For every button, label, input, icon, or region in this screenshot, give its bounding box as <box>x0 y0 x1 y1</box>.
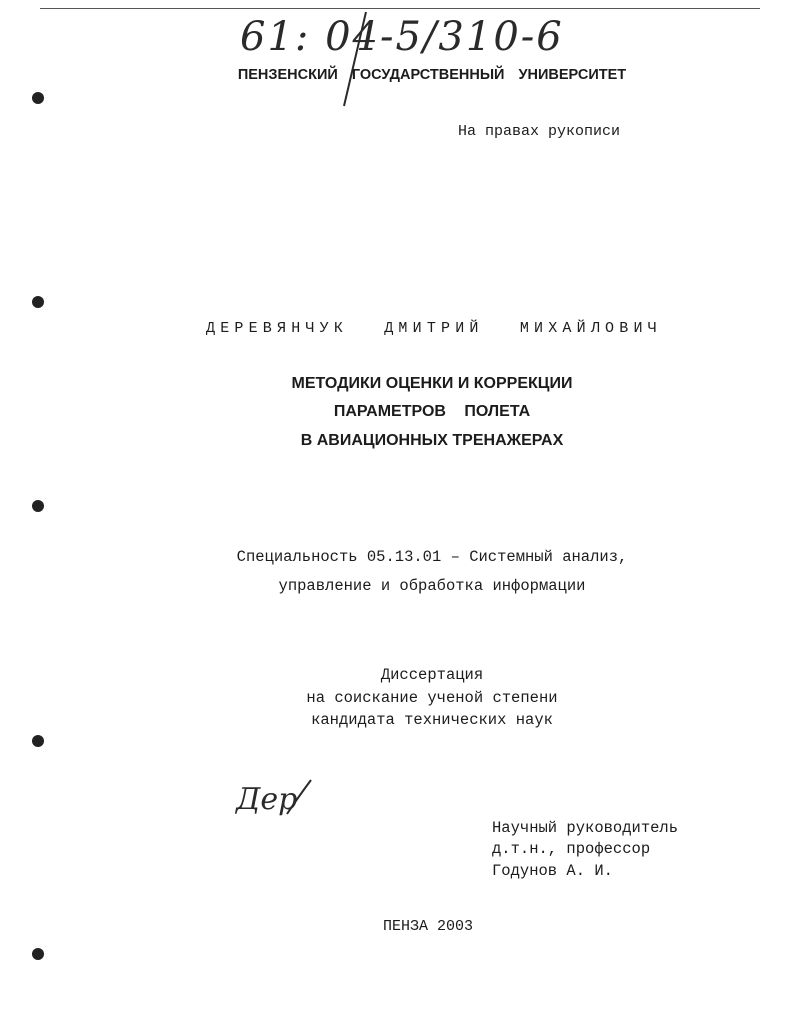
binding-hole <box>32 92 44 104</box>
binding-hole <box>32 500 44 512</box>
binding-hole <box>32 296 44 308</box>
manuscript-note: На правах рукописи <box>458 123 621 140</box>
signature-stroke <box>285 778 315 818</box>
top-edge-line <box>40 8 760 9</box>
university-name: ПЕНЗЕНСКИЙ ГОСУДАРСТВЕННЫЙ УНИВЕРСИТЕТ <box>237 67 627 83</box>
supervisor-line: д.т.н., профессор <box>492 840 651 858</box>
title-line: МЕТОДИКИ ОЦЕНКИ И КОРРЕКЦИИ <box>291 375 573 392</box>
degree-line: кандидата технических наук <box>311 711 553 729</box>
stamp-slash <box>340 10 370 110</box>
binding-hole <box>32 735 44 747</box>
degree-line: на соискание ученой степени <box>306 689 558 707</box>
handwritten-signature: Дер <box>236 782 298 817</box>
supervisor-line: Годунов А. И. <box>492 862 613 880</box>
city-year: ПЕНЗА 2003 <box>382 918 473 935</box>
archive-stamp: 61: 04-5/310-6 <box>240 14 564 60</box>
supervisor-line: Научный руководитель <box>492 819 679 837</box>
specialty-line: управление и обработка информации <box>278 577 586 595</box>
specialty-line: Специальность 05.13.01 – Системный анализ, <box>236 548 628 566</box>
title-line: ПАРАМЕТРОВ ПОЛЕТА <box>333 403 531 420</box>
degree-line: Диссертация <box>380 666 484 684</box>
author-name: ДЕРЕВЯНЧУК ДМИТРИЙ МИХАЙЛОВИЧ <box>206 320 662 337</box>
title-line: В АВИАЦИОННЫХ ТРЕНАЖЕРАХ <box>300 432 564 449</box>
binding-hole <box>32 948 44 960</box>
